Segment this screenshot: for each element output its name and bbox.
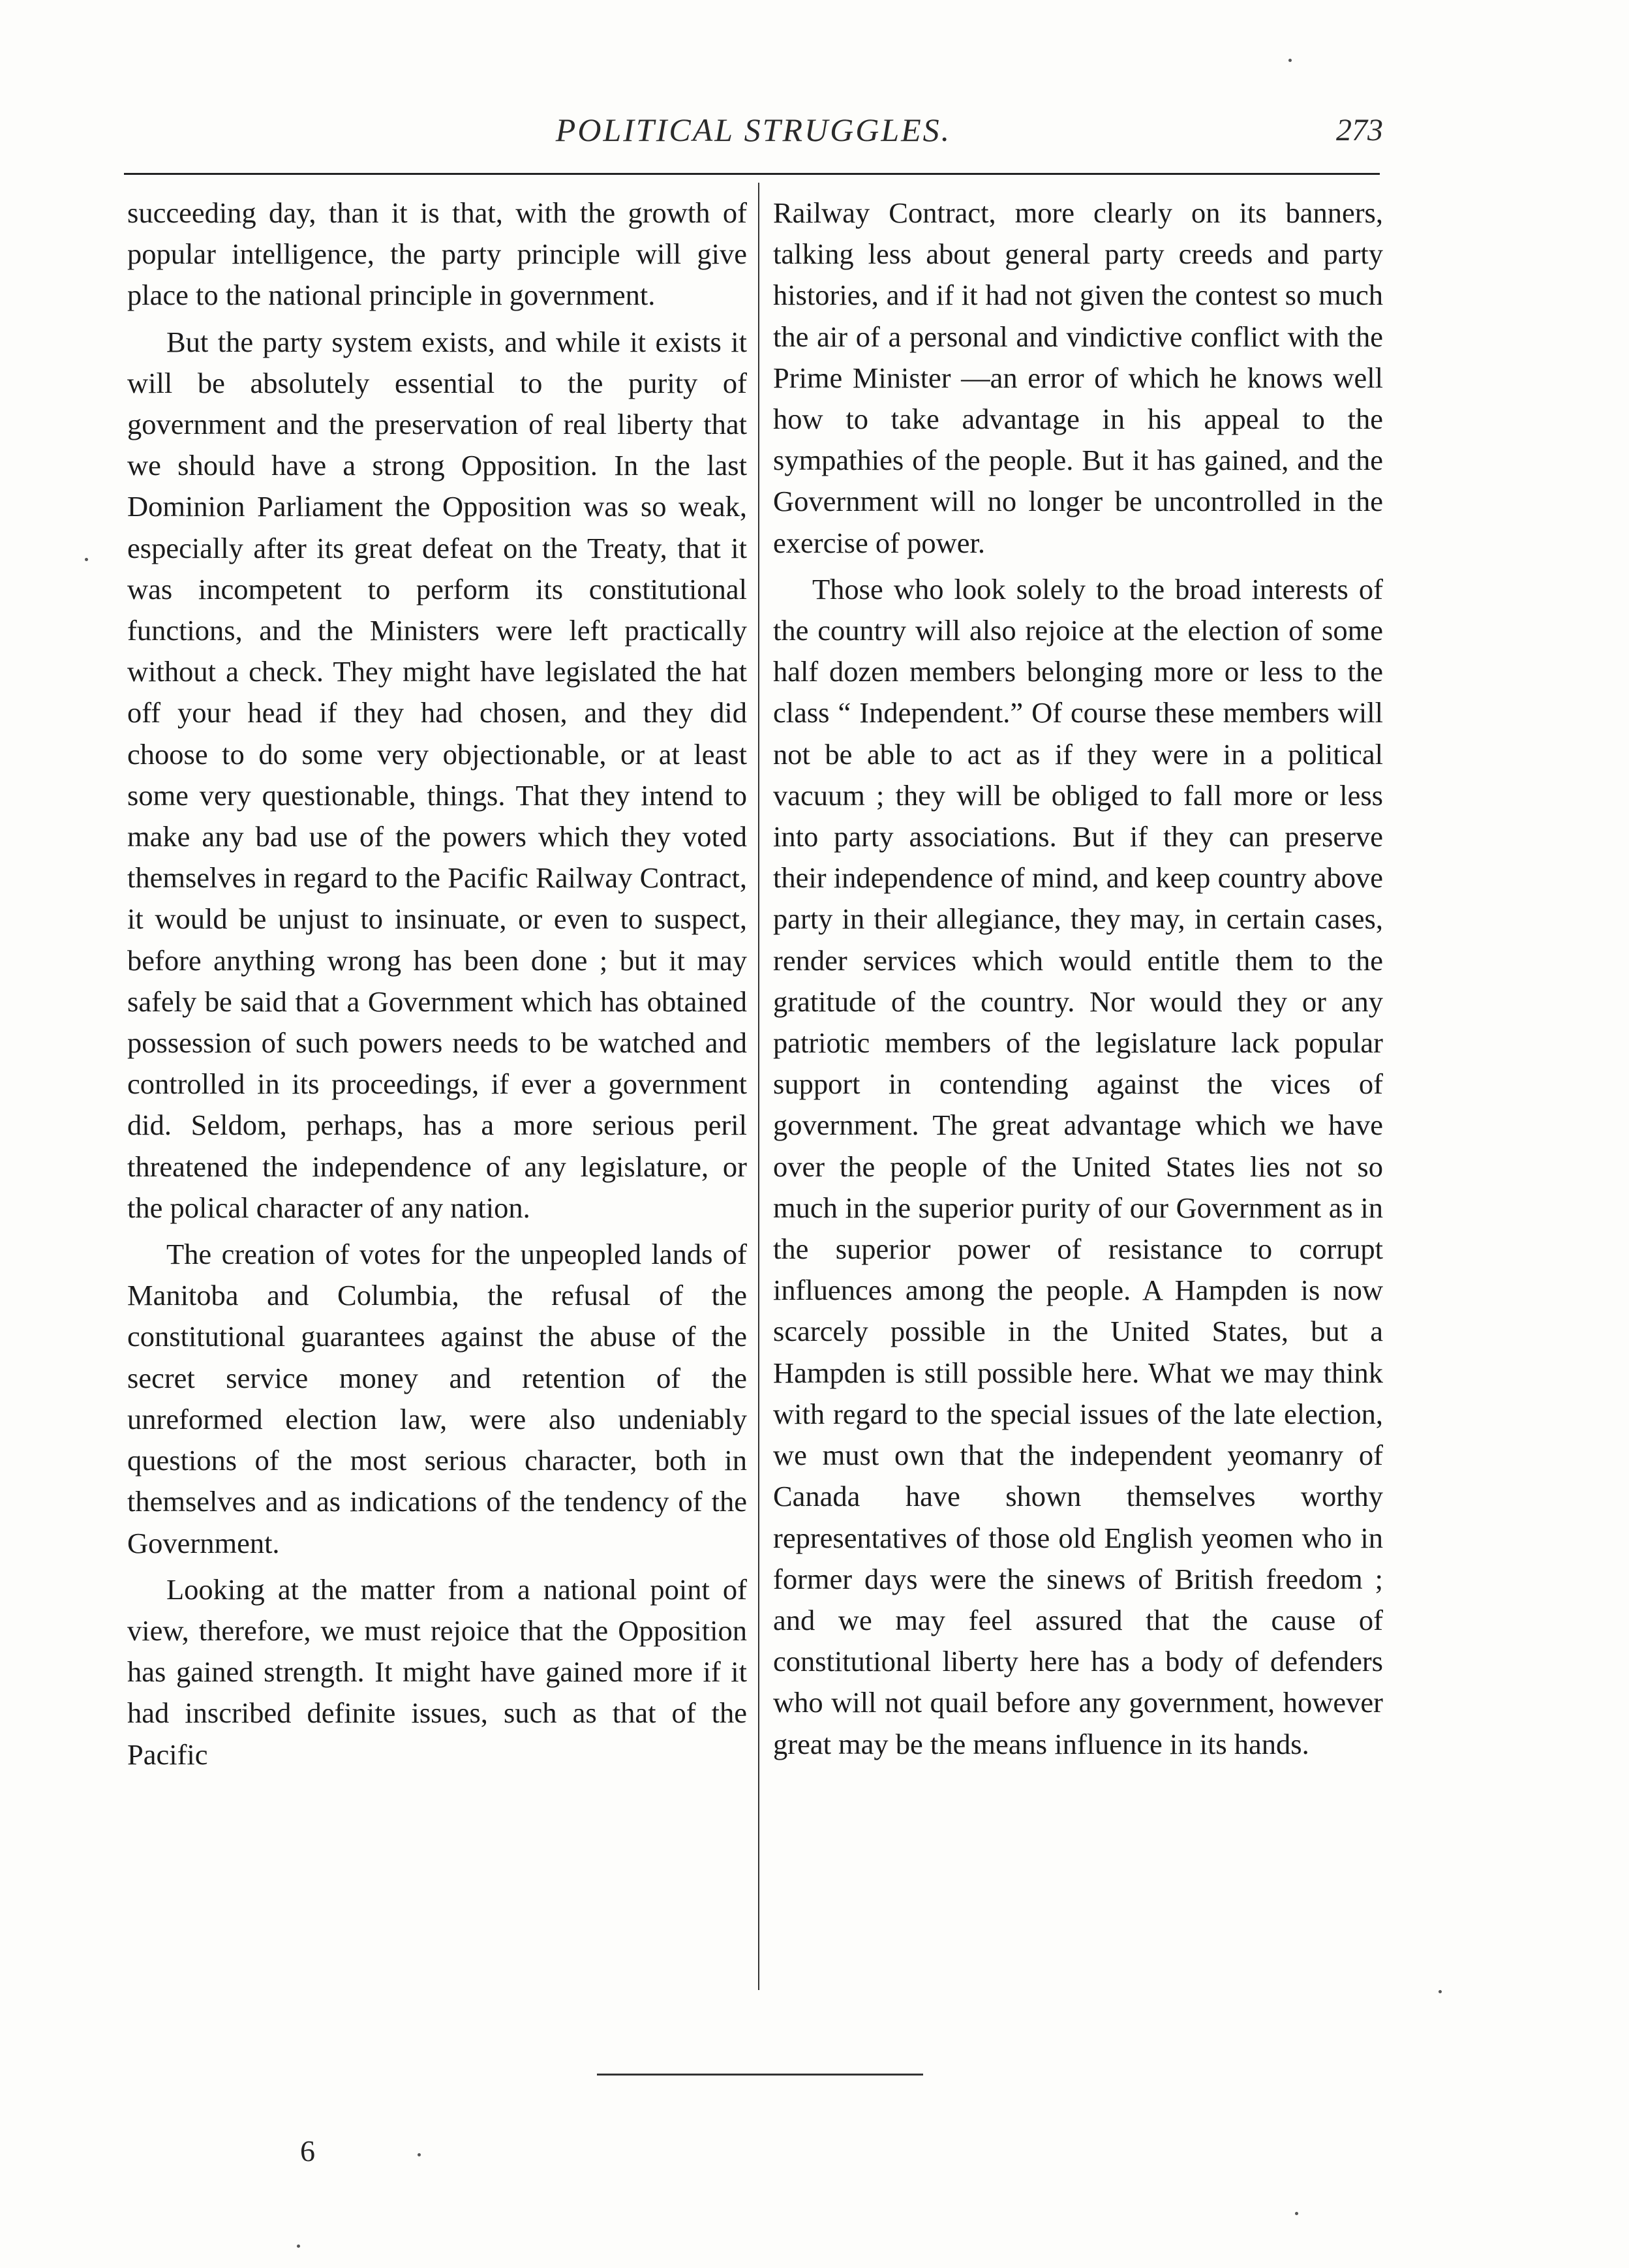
running-title: POLITICAL STRUGGLES. bbox=[555, 112, 952, 148]
paragraph: Those who look solely to the broad interests of the country will also rejoice at the election of some half dozen members belonging more or less to the class “ Independent.” Of course these members will not be able to act as if they were in a political vacuum ; they will be obliged to fall more or less into party associations. But if they can preserve their independence of mind, and keep country above party in their allegiance, they may, in certain cases, render services which would entitle them to the gratitude of the country. Nor would they or any patriotic members of the legislature lack popular support in contending against the vices of government. The great advantage which we have over the people of the United States lies not so much in the superior purity of our Government as in the superior power of resistance to corrupt influences among the people. A Hampden is now scarcely possible in the United States, but a Hampden is still possible here. What we may think with regard to the special issues of the late election, we must own that the independent yeomanry of Canada have shown themselves worthy representatives of those old English yeomen who in former days were the sinews of British freedom ; and we may feel assured that the cause of constitutional liberty here has a body of defenders who will not quail before any government, however great may be the means influence in its hands. bbox=[773, 572, 1383, 1760]
header-rule bbox=[124, 173, 1380, 175]
footer-rule bbox=[597, 2074, 923, 2076]
paragraph: But the party system exists, and while it exists it will be absolutely essential to the purity of government and the preservation of real liberty that we should have a strong Opposition. In the last Dominion Parliament the Opposition was so weak, especially after its great defeat on the Treaty, that it was incompetent to perform its constitutional functions, and the Ministers were left practically without a check. They might have legislated the hat off your head if they had chosen, and they did choose to do some very objectionable, or at least some very questionable, things. That they intend to make any bad use of the powers which they voted themselves in regard to the Pacific Railway Contract, it would be unjust to insinuate, or even to suspect, before anything wrong has been done ; but it may safely be said that a Government which has obtained possession of such powers needs to be watched and controlled in its proceedings, if ever a government did. Seldom, perhaps, has a more serious peril threatened the independence of any legislature, or the polical character of any nation. bbox=[127, 325, 747, 1224]
print-speck bbox=[85, 558, 88, 561]
right-column bbox=[773, 192, 1383, 1770]
print-speck bbox=[1288, 59, 1292, 62]
print-speck bbox=[418, 2153, 421, 2156]
left-column bbox=[127, 192, 747, 1781]
column-divider bbox=[758, 183, 759, 1990]
print-speck bbox=[297, 2245, 300, 2248]
running-head bbox=[124, 111, 1383, 157]
signature-mark: 6 bbox=[300, 2134, 315, 2168]
print-speck bbox=[1295, 2212, 1298, 2215]
paragraph: The creation of votes for the unpeopled lands of Manitoba and Columbia, the refusal of the constitutional guarantees against the abuse of the secret service money and retention of the unreformed election law, were also undeniably questions of the most serious character, both in themselves and as indications of the tendency of the Government. bbox=[127, 1238, 747, 1559]
page-number: 273 bbox=[1336, 113, 1383, 147]
print-speck bbox=[1439, 1990, 1442, 1993]
paragraph: Looking at the matter from a national point of view, therefore, we must rejoice that the Opposition has gained strength. It might have gained more if it had inscribed definite issues, such as that of the Pacific bbox=[127, 1572, 747, 1771]
paragraph: succeeding day, than it is that, with the growth of popular intelligence, the party principle will give place to the national principle in government. bbox=[127, 196, 747, 312]
paragraph: Railway Contract, more clearly on its banners, talking less about general party creeds and party histories, and if it had not given the contest so much the air of a personal and vindictive conflict with the Prime Minister —an error of which he knows well how to take advantage in his appeal to the sympathies of the people. But it has gained, and the Government will no longer be uncontrolled in the exercise of power. bbox=[773, 196, 1383, 559]
